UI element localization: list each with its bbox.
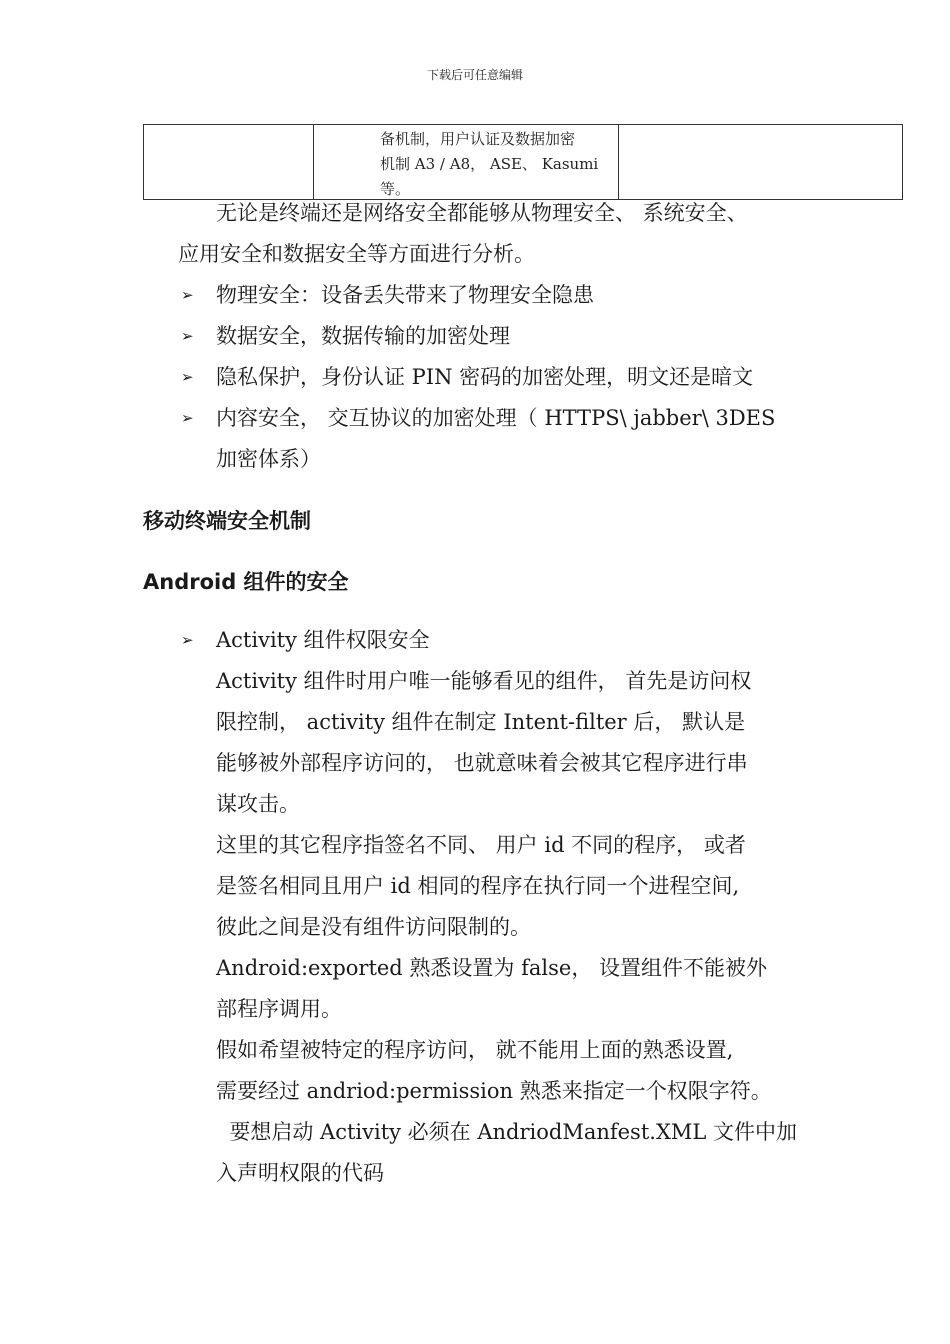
arrow-bullet-icon: ➢ — [181, 286, 194, 304]
body-line: 是签名相同且用户 id 相同的程序在执行同一个进程空间, — [216, 874, 740, 898]
body-line: 这里的其它程序指签名不同、 用户 id 不同的程序， 或者 — [216, 833, 746, 857]
body-line: 限控制， activity 组件在制定 Intent-filter 后， 默认是 — [216, 710, 746, 734]
body-line: Android:exported 熟悉设置为 false， 设置组件不能被外 — [216, 956, 767, 980]
list-item — [178, 316, 818, 357]
list-item — [178, 398, 818, 480]
list-item — [178, 620, 818, 661]
list-item-text: 数据安全，数据传输的加密处理 — [216, 324, 510, 348]
body-line: 谋攻击。 — [216, 792, 300, 816]
table-cell-empty-left — [144, 125, 314, 200]
list-item — [178, 357, 818, 398]
list-item-text: 隐私保护，身份认证 PIN 密码的加密处理，明文还是暗文 — [216, 365, 754, 389]
table-cell-line: 备机制，用户认证及数据加密 — [380, 130, 576, 148]
list-item — [178, 275, 818, 316]
body-line: 需要经过 andriod:permission 熟悉来指定一个权限字符。 — [216, 1079, 772, 1103]
table-cell-text — [380, 124, 598, 202]
list-item-text: 加密体系） — [216, 447, 321, 471]
intro-line: 无论是终端还是网络安全都能够从物理安全、 系统安全、 — [216, 201, 748, 225]
list-item-text: Activity 组件权限安全 — [216, 628, 430, 652]
arrow-bullet-icon: ➢ — [181, 368, 194, 386]
activity-body — [216, 661, 836, 1194]
body-line: Activity 组件时用户唯一能够看见的组件， 首先是访问权 — [216, 669, 752, 693]
list-item-text: 内容安全， 交互协议的加密处理（ HTTPS\ jabber\ 3DES — [216, 406, 776, 430]
activity-bullet — [178, 620, 818, 661]
arrow-bullet-icon: ➢ — [181, 327, 194, 345]
intro-line: 应用安全和数据安全等方面进行分析。 — [178, 242, 535, 266]
body-line: 入声明权限的代码 — [216, 1161, 384, 1185]
body-line: 要想启动 Activity 必须在 AndriodManfest.XML 文件中加 — [216, 1120, 798, 1144]
body-line: 部程序调用。 — [216, 997, 342, 1021]
intro-paragraph — [178, 193, 818, 275]
arrow-bullet-icon: ➢ — [181, 409, 194, 427]
body-line: 能够被外部程序访问的， 也就意味着会被其它程序进行串 — [216, 751, 748, 775]
body-line: 彼此之间是没有组件访问限制的。 — [216, 915, 531, 939]
table-cell-line: 等。 — [380, 180, 411, 198]
body-line: 假如希望被特定的程序访问， 就不能用上面的熟悉设置, — [216, 1038, 734, 1062]
page-header: 下载后可任意编辑 — [426, 68, 523, 82]
security-bullet-list — [178, 275, 818, 480]
arrow-bullet-icon: ➢ — [181, 631, 194, 649]
subsection-heading: Android 组件的安全 — [143, 570, 349, 594]
section-heading: 移动终端安全机制 — [143, 509, 311, 533]
list-item-text: 物理安全：设备丢失带来了物理安全隐患 — [216, 283, 594, 307]
table-cell-empty-right — [619, 125, 903, 200]
table-cell-line: 机制 A3 / A8， ASE、 Kasumi — [380, 155, 599, 173]
